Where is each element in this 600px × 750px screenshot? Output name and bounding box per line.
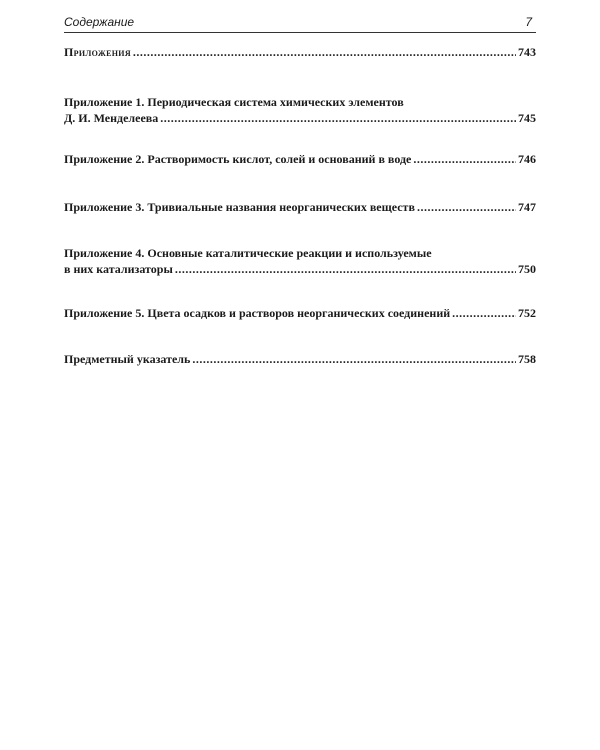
dot-leader bbox=[133, 44, 516, 60]
toc-page-number: 743 bbox=[518, 45, 536, 59]
toc-entry-title: Приложение 2. Растворимость кислот, солей и оснований в воде bbox=[64, 152, 412, 166]
toc-entry-title-continued: в них катализаторы bbox=[64, 262, 173, 276]
toc-entry-appendix-1-line2[interactable] bbox=[64, 110, 536, 126]
toc-entry-appendix-4-line2[interactable] bbox=[64, 261, 536, 277]
dot-leader bbox=[175, 261, 516, 277]
toc-entry-title: Предметный указатель bbox=[64, 352, 191, 366]
toc-entry-title: Приложение 5. Цвета осадков и растворов неорганических соединений bbox=[64, 306, 451, 320]
toc-entry-appendices[interactable] bbox=[64, 44, 536, 60]
dot-leader bbox=[192, 351, 516, 367]
toc-entry-title: Приложения bbox=[64, 45, 131, 59]
dot-leader bbox=[417, 199, 516, 215]
toc-page-number: 758 bbox=[518, 352, 536, 366]
toc-entry-appendix-2[interactable] bbox=[64, 151, 536, 167]
dot-leader bbox=[160, 110, 516, 126]
toc-entry-appendix-1-line1[interactable] bbox=[64, 94, 536, 110]
toc-entry-title: Приложение 1. Периодическая система химических элементов bbox=[64, 95, 404, 109]
toc-entry-title-continued: Д. И. Менделеева bbox=[64, 111, 159, 125]
toc-entry-appendix-3[interactable] bbox=[64, 199, 536, 215]
toc-entry-appendix-4-line1[interactable] bbox=[64, 245, 536, 261]
toc-page-number: 747 bbox=[518, 200, 536, 214]
toc-page-number: 752 bbox=[518, 306, 536, 320]
toc-entry-title: Приложение 3. Тривиальные названия неорганических веществ bbox=[64, 200, 415, 214]
toc-entry-index[interactable] bbox=[64, 351, 536, 367]
toc-entry-title: Приложение 4. Основные каталитические реакции и используемые bbox=[64, 246, 432, 260]
toc-page-number: 745 bbox=[518, 111, 536, 125]
running-head-title: Содержание bbox=[64, 15, 135, 29]
running-head-page-number: 7 bbox=[525, 15, 532, 29]
toc-page-number: 750 bbox=[518, 262, 536, 276]
toc-entry-appendix-5[interactable] bbox=[64, 305, 536, 321]
dot-leader bbox=[413, 151, 516, 167]
running-head bbox=[64, 10, 536, 33]
toc-page-number: 746 bbox=[518, 152, 536, 166]
dot-leader bbox=[452, 305, 516, 321]
